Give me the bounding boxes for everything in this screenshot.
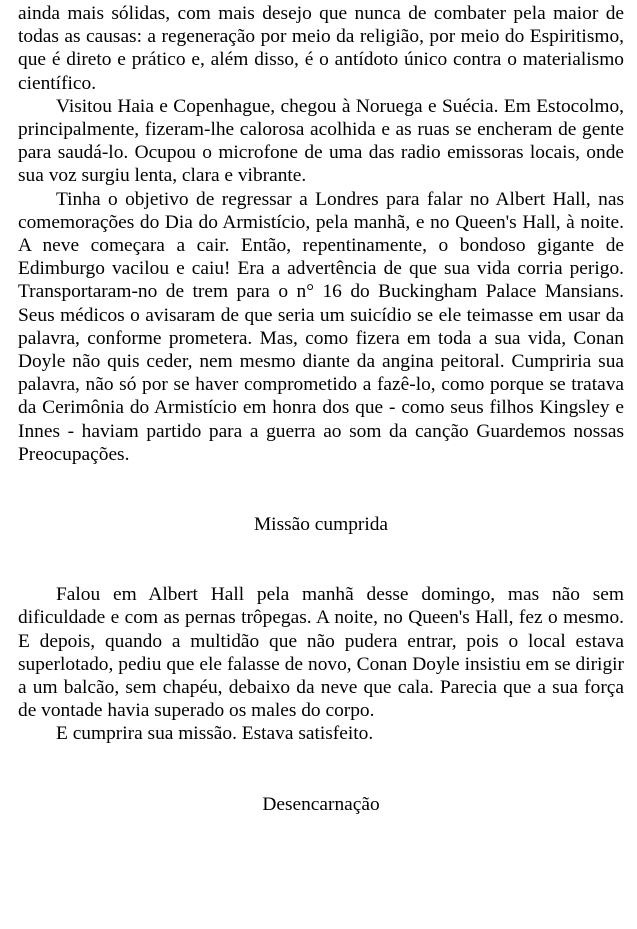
paragraph: Falou em Albert Hall pela manhã desse domingo, mas não sem dificuldade e com as pernas trôpegas. A noite, no Queen's Hall, fez o mesmo. E depois, quando a multidão que não pudera entrar, pois o local estava superlotado, pediu que ele falasse de novo, Conan Doyle insistiu em se dirigir a um balcão, sem chapéu, debaixo da neve que cala. Parecia que a sua força de vontade havia superado os males do corpo. — [18, 584, 624, 722]
paragraph: Visitou Haia e Copenhague, chegou à Noruega e Suécia. Em Estocolmo, principalmente, fizeram-lhe calorosa acolhida e as ruas se encheram de gente para saudá-lo. Ocupou o microfone de uma das radio emissoras locais, onde sua voz surgiu lenta, clara e vibrante. — [18, 95, 624, 187]
document-page — [18, 2, 624, 816]
paragraph: E cumprira sua missão. Estava satisfeito. — [56, 723, 374, 745]
section-heading-desencarnacao: Desencarnação — [262, 793, 380, 815]
section-heading-missao-cumprida: Missão cumprida — [253, 514, 389, 536]
paragraph: Tinha o objetivo de regressar a Londres para falar no Albert Hall, nas comemorações do Dia do Armistício, pela manhã, e no Queen's Hall, à noite. A neve começara a cair. Então, repentinamente, o bondoso gigante de Edimburgo vacilou e caiu! Era a advertência de que sua vida corria perigo. Transportaram-no de trem para o n° 16 do Buckingham Palace Mansians. Seus médicos o avisaram de que seria um suicídio se ele teimasse em usar da palavra, conforme prometera. Mas, como fizera em toda a sua vida, Conan Doyle não quis ceder, nem mesmo diante da angina peitoral. Cumpriria sua palavra, não só por se haver comprometido a fazê-lo, como porque se tratava da Cerimônia do Armistício em honra dos que - como seus filhos Kingsley e Innes - haviam partido para a guerra ao som da canção Guardemos nossas Preocupações. — [18, 188, 624, 465]
paragraph: ainda mais sólidas, com mais desejo que nunca de combater pela maior de todas as causas: a regeneração por meio da religião, por meio do Espiritismo, que é direto e prático e, além disso, é o antídoto único contra o materialismo científico. — [18, 3, 624, 94]
